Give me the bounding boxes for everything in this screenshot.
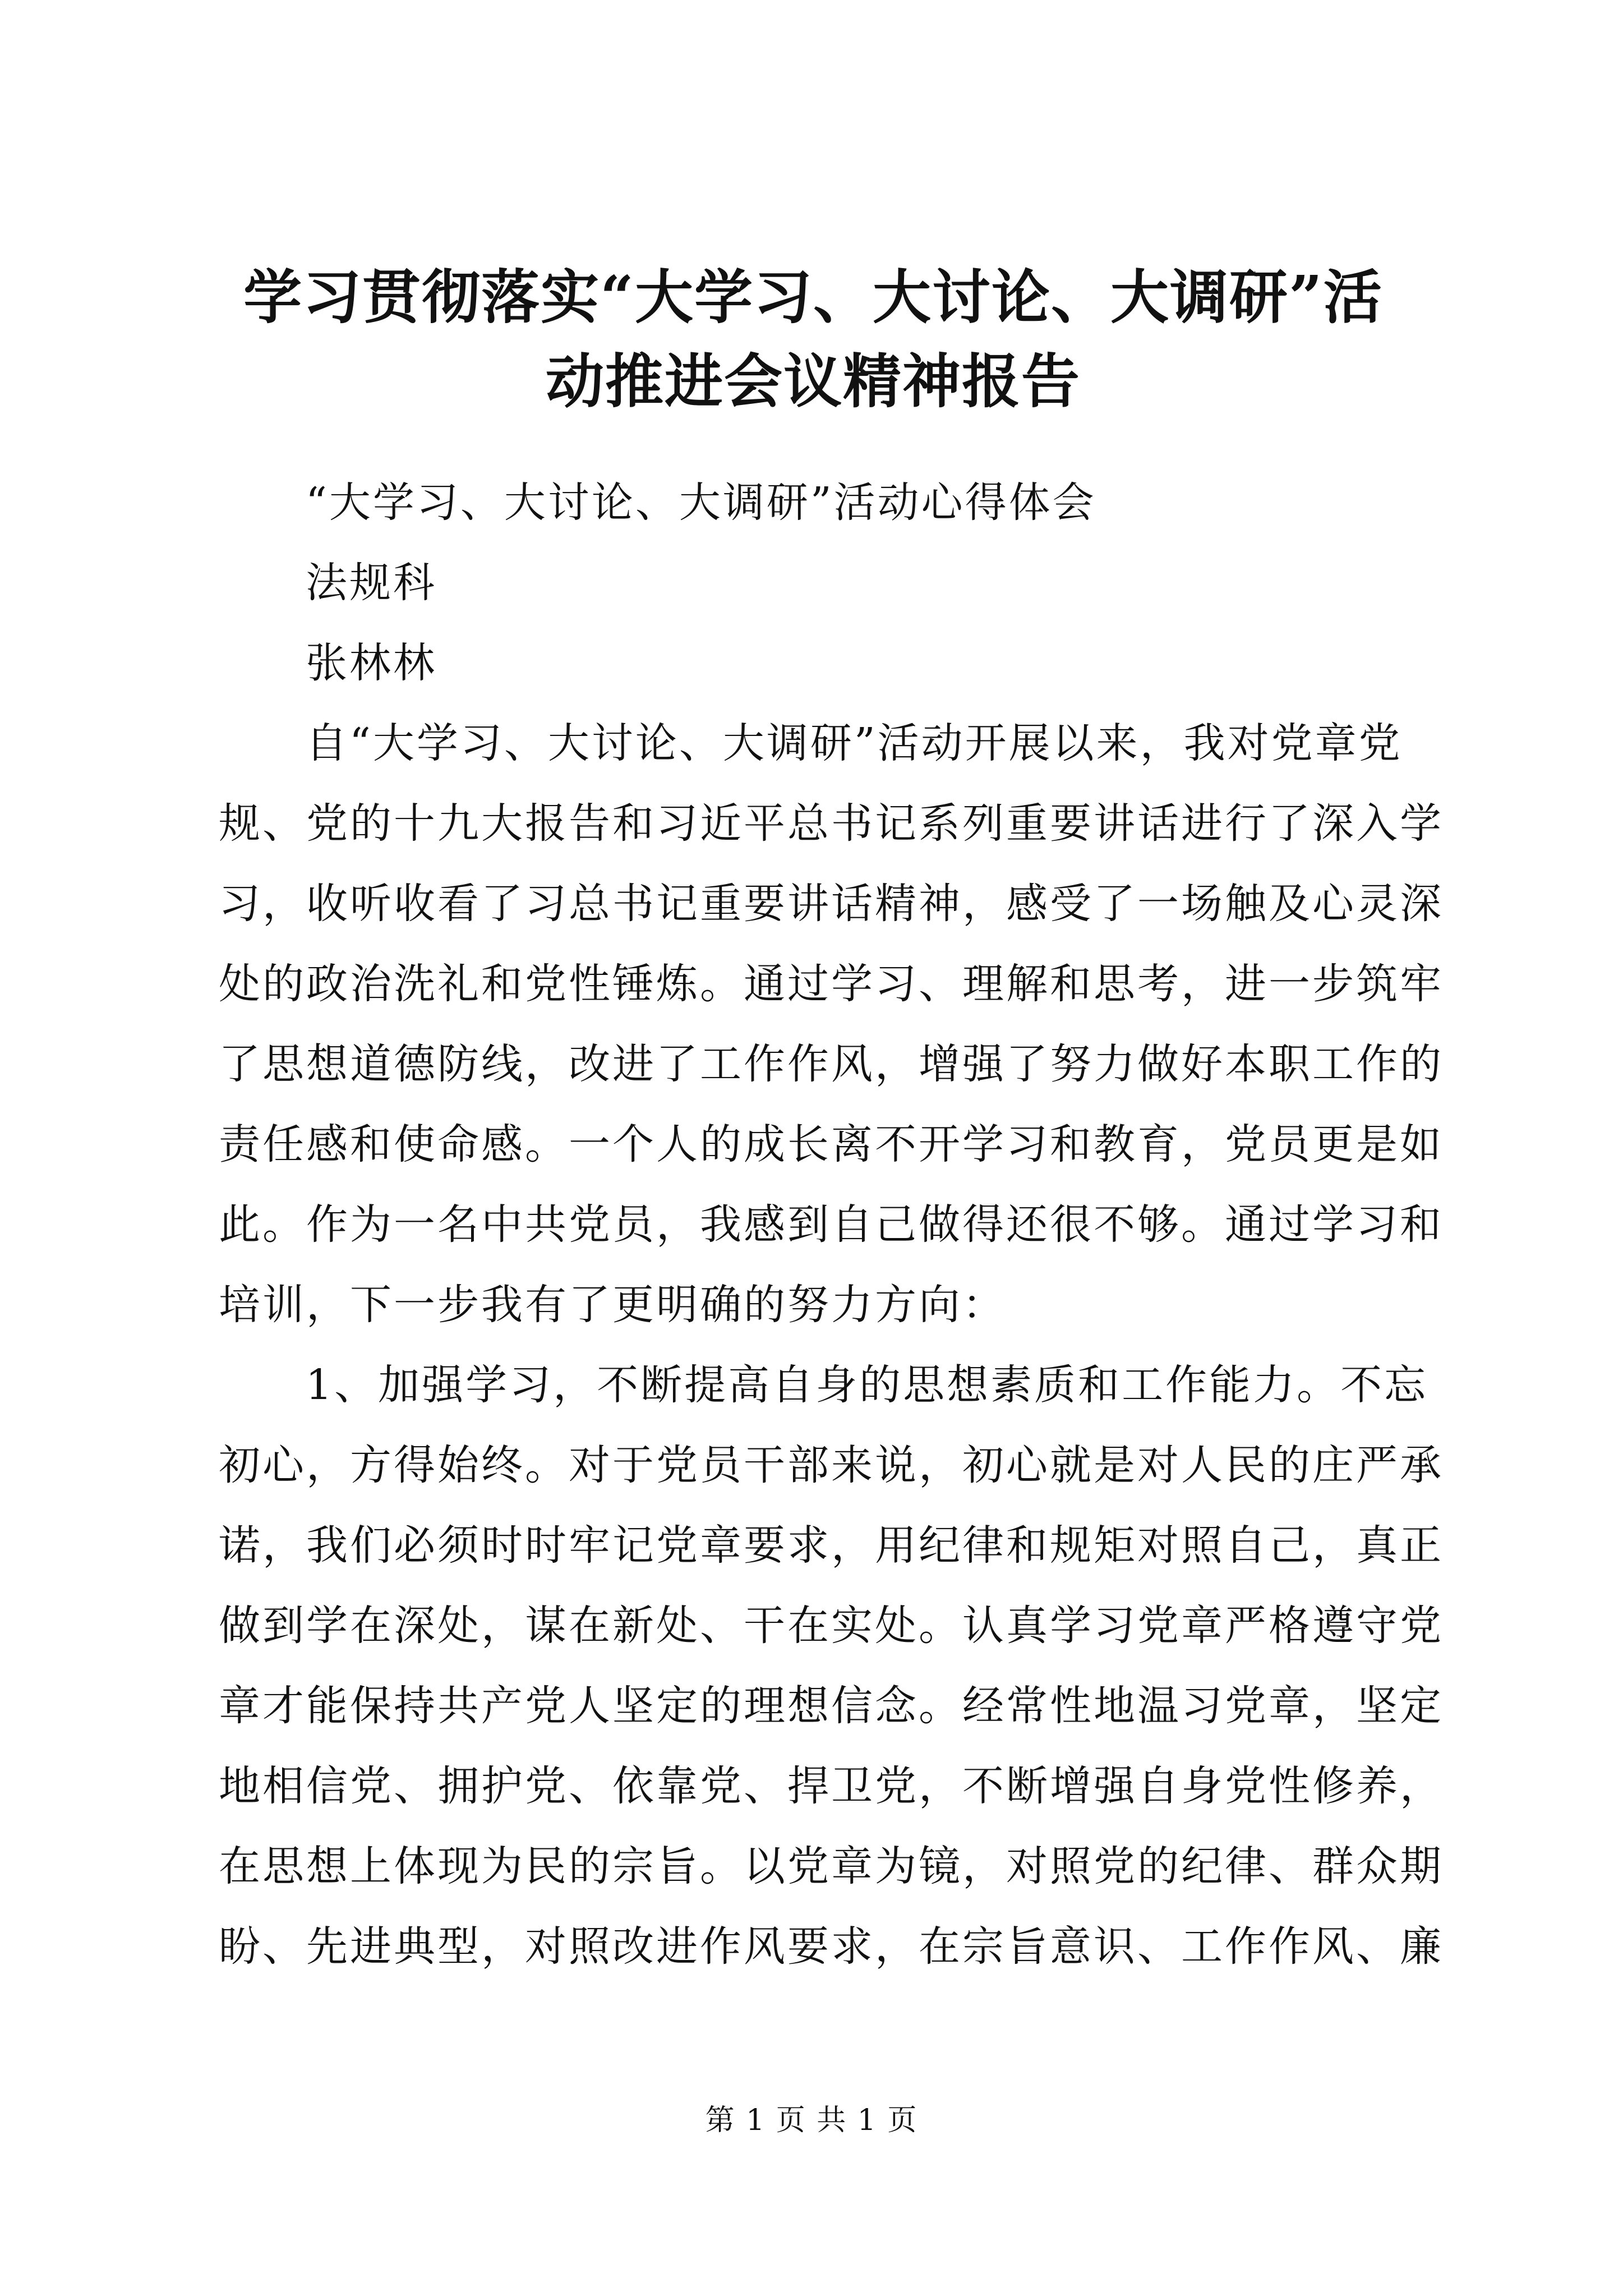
paragraph-line: 初心，方得始终。对于党员干部来说，初心就是对人民的庄严承 [219, 1441, 1444, 1489]
paragraph-line: 做到学在深处，谋在新处、干在实处。认真学习党章严格遵守党 [219, 1602, 1444, 1650]
paragraph-2 [219, 1345, 1444, 1987]
paragraph-line: 盼、先进典型，对照改进作风要求，在宗旨意识、工作作风、廉 [219, 1922, 1444, 1971]
paragraph-1 [219, 703, 1444, 1345]
title-line: 动推进会议精神报告 [545, 347, 1081, 416]
department: 法规科 [306, 559, 437, 607]
paragraph-line: 在思想上体现为民的宗旨。以党章为镜，对照党的纪律、群众期 [219, 1842, 1444, 1890]
paragraph-line: 规、党的十九大报告和习近平总书记系列重要讲话进行了深入学 [219, 799, 1444, 848]
paragraph-line: 培训，下一步我有了更明确的努力方向： [219, 1281, 1006, 1329]
paragraph-line: 此。作为一名中共党员，我感到自己做得还很不够。通过学习和 [219, 1200, 1444, 1249]
paragraph-line: 了思想道德防线，改进了工作作风，增强了努力做好本职工作的 [219, 1040, 1444, 1088]
document-title [196, 255, 1430, 424]
paragraph-line: 诺，我们必须时时牢记党章要求，用纪律和规矩对照自己，真正 [219, 1521, 1444, 1570]
paragraph-line: 习，收听收看了习总书记重要讲话精神，感受了一场触及心灵深 [219, 880, 1444, 928]
paragraph-line: 1、加强学习，不断提高自身的思想素质和工作能力。不忘 [306, 1361, 1428, 1409]
subtitle: “大学习、大讨论、大调研”活动心得体会 [306, 478, 1096, 527]
page-footer [0, 2101, 1623, 2140]
paragraph-line: 章才能保持共产党人坚定的理想信念。经常性地温习党章，坚定 [219, 1682, 1444, 1730]
page-number: 第 1 页 共 1 页 [705, 2104, 918, 2137]
paragraph-line: 自“大学习、大讨论、大调研”活动开展以来，我对党章党 [306, 719, 1403, 767]
title-line: 学习贯彻落实“大学习、大讨论、大调研”活 [243, 263, 1383, 332]
author: 张林林 [306, 639, 437, 687]
paragraph-line: 地相信党、拥护党、依靠党、捍卫党，不断增强自身党性修养， [219, 1762, 1444, 1810]
document-body [219, 463, 1444, 1987]
paragraph-line: 责任感和使命感。一个人的成长离不开学习和教育，党员更是如 [219, 1120, 1444, 1168]
paragraph-line: 处的政治洗礼和党性锤炼。通过学习、理解和思考，进一步筑牢 [219, 960, 1444, 1008]
